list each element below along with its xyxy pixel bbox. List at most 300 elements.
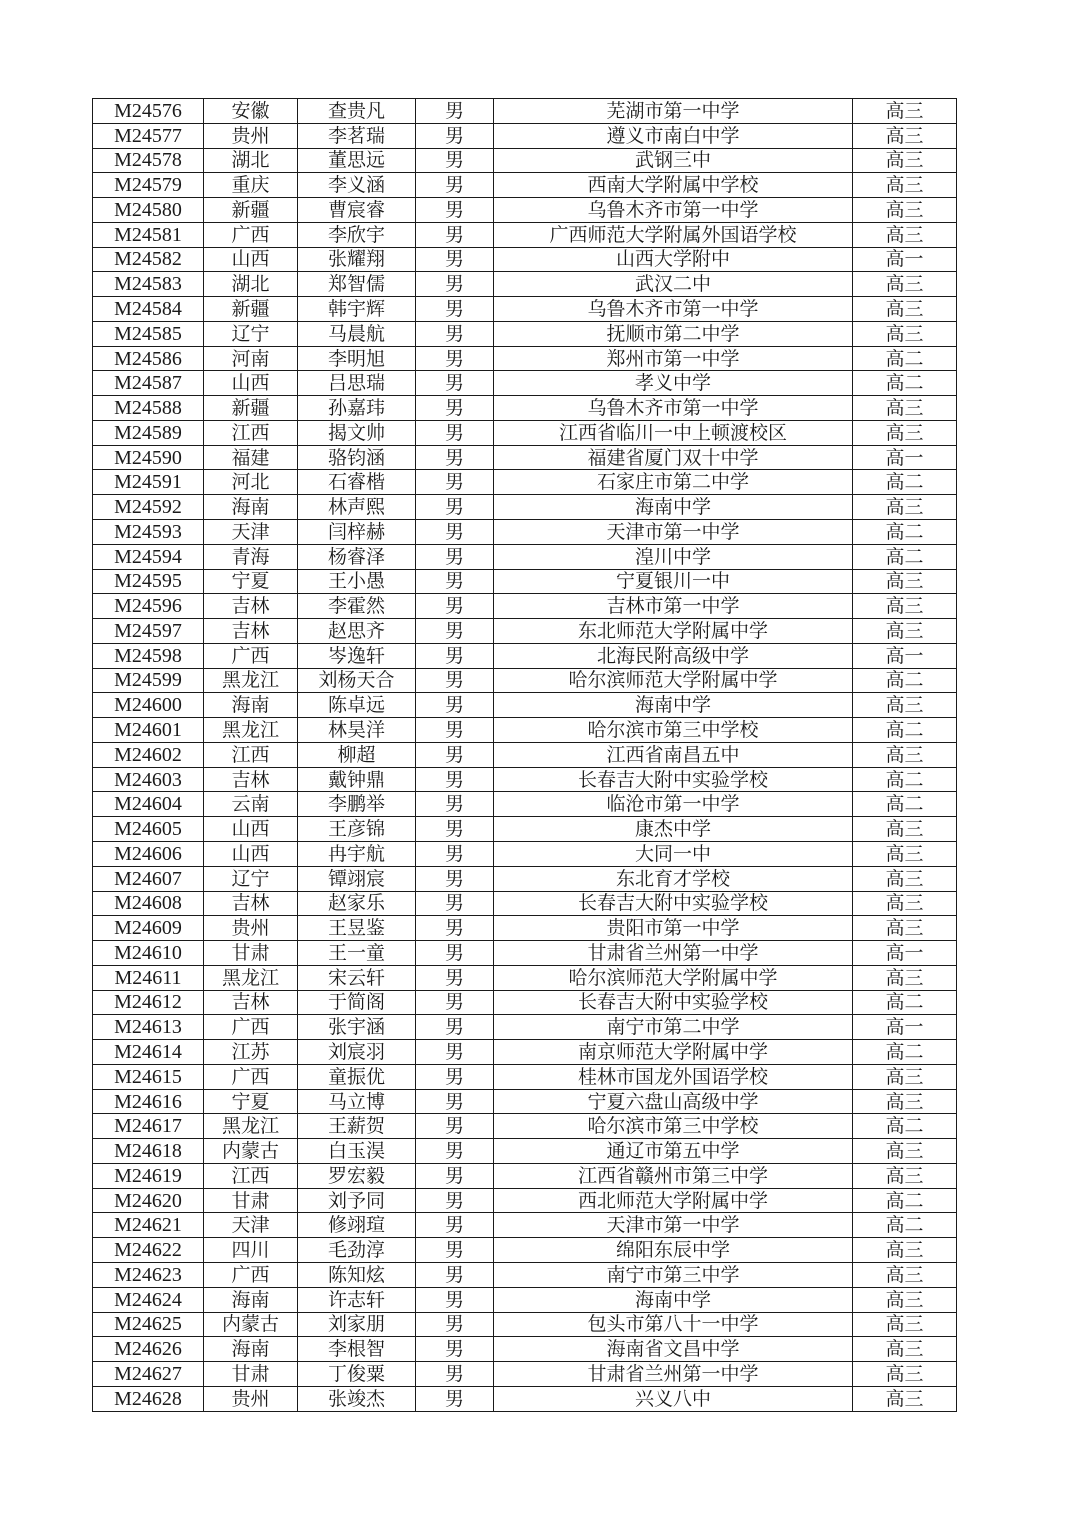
table-row — [93, 1312, 957, 1337]
grade-cell: 高二 — [853, 1114, 957, 1139]
student-id-cell: M24606 — [93, 841, 204, 866]
school-cell: 西北师范大学附属中学 — [494, 1188, 853, 1213]
school-cell: 乌鲁木齐市第一中学 — [494, 297, 853, 322]
school-cell: 武钢三中 — [494, 148, 853, 173]
school-cell: 宁夏银川一中 — [494, 569, 853, 594]
province-cell: 广西 — [204, 1064, 298, 1089]
province-cell: 黑龙江 — [204, 965, 298, 990]
province-cell: 山西 — [204, 817, 298, 842]
table-row — [93, 1139, 957, 1164]
grade-cell: 高二 — [853, 990, 957, 1015]
grade-cell: 高三 — [853, 866, 957, 891]
school-cell: 郑州市第一中学 — [494, 346, 853, 371]
gender-cell: 男 — [416, 668, 494, 693]
school-cell: 广西师范大学附属外国语学校 — [494, 222, 853, 247]
name-cell: 闫梓赫 — [298, 520, 416, 545]
grade-cell: 高三 — [853, 965, 957, 990]
grade-cell: 高二 — [853, 1213, 957, 1238]
student-id-cell: M24611 — [93, 965, 204, 990]
grade-cell: 高三 — [853, 148, 957, 173]
name-cell: 李根智 — [298, 1337, 416, 1362]
grade-cell: 高三 — [853, 1386, 957, 1411]
table-row — [93, 1287, 957, 1312]
table-row — [93, 990, 957, 1015]
table-row — [93, 1188, 957, 1213]
school-cell: 东北师范大学附属中学 — [494, 619, 853, 644]
table-row — [93, 643, 957, 668]
name-cell: 童振优 — [298, 1064, 416, 1089]
student-id-cell: M24604 — [93, 792, 204, 817]
gender-cell: 男 — [416, 767, 494, 792]
name-cell: 陈卓远 — [298, 693, 416, 718]
student-id-cell: M24580 — [93, 198, 204, 223]
school-cell: 哈尔滨师范大学附属中学 — [494, 965, 853, 990]
grade-cell: 高三 — [853, 222, 957, 247]
school-cell: 哈尔滨师范大学附属中学 — [494, 668, 853, 693]
table-row — [93, 173, 957, 198]
student-id-cell: M24612 — [93, 990, 204, 1015]
student-id-cell: M24602 — [93, 742, 204, 767]
school-cell: 南宁市第三中学 — [494, 1262, 853, 1287]
school-cell: 江西省赣州市第三中学 — [494, 1163, 853, 1188]
grade-cell: 高二 — [853, 792, 957, 817]
province-cell: 黑龙江 — [204, 668, 298, 693]
school-cell: 武汉二中 — [494, 272, 853, 297]
name-cell: 董思远 — [298, 148, 416, 173]
gender-cell: 男 — [416, 941, 494, 966]
grade-cell: 高一 — [853, 643, 957, 668]
province-cell: 贵州 — [204, 123, 298, 148]
student-id-cell: M24579 — [93, 173, 204, 198]
student-id-cell: M24603 — [93, 767, 204, 792]
student-id-cell: M24609 — [93, 916, 204, 941]
table-row — [93, 321, 957, 346]
province-cell: 重庆 — [204, 173, 298, 198]
grade-cell: 高三 — [853, 1287, 957, 1312]
name-cell: 曹宸睿 — [298, 198, 416, 223]
province-cell: 广西 — [204, 1015, 298, 1040]
province-cell: 山西 — [204, 371, 298, 396]
gender-cell: 男 — [416, 841, 494, 866]
grade-cell: 高三 — [853, 198, 957, 223]
gender-cell: 男 — [416, 445, 494, 470]
school-cell: 通辽市第五中学 — [494, 1139, 853, 1164]
grade-cell: 高三 — [853, 123, 957, 148]
school-cell: 抚顺市第二中学 — [494, 321, 853, 346]
school-cell: 孝义中学 — [494, 371, 853, 396]
grade-cell: 高三 — [853, 1163, 957, 1188]
province-cell: 吉林 — [204, 990, 298, 1015]
grade-cell: 高一 — [853, 1015, 957, 1040]
name-cell: 李欣宇 — [298, 222, 416, 247]
table-row — [93, 396, 957, 421]
table-row — [93, 965, 957, 990]
school-cell: 长春吉大附中实验学校 — [494, 990, 853, 1015]
table-row — [93, 297, 957, 322]
province-cell: 江苏 — [204, 1040, 298, 1065]
name-cell: 赵思齐 — [298, 619, 416, 644]
school-cell: 天津市第一中学 — [494, 520, 853, 545]
school-cell: 南宁市第二中学 — [494, 1015, 853, 1040]
grade-cell: 高二 — [853, 718, 957, 743]
table-row — [93, 668, 957, 693]
gender-cell: 男 — [416, 247, 494, 272]
name-cell: 王小愚 — [298, 569, 416, 594]
school-cell: 海南中学 — [494, 1287, 853, 1312]
province-cell: 江西 — [204, 420, 298, 445]
student-id-cell: M24601 — [93, 718, 204, 743]
grade-cell: 高三 — [853, 742, 957, 767]
student-id-cell: M24599 — [93, 668, 204, 693]
name-cell: 赵家乐 — [298, 891, 416, 916]
name-cell: 戴钟鼎 — [298, 767, 416, 792]
name-cell: 刘予同 — [298, 1188, 416, 1213]
name-cell: 张耀翔 — [298, 247, 416, 272]
province-cell: 辽宁 — [204, 866, 298, 891]
name-cell: 骆钧涵 — [298, 445, 416, 470]
gender-cell: 男 — [416, 569, 494, 594]
province-cell: 甘肃 — [204, 1188, 298, 1213]
gender-cell: 男 — [416, 99, 494, 124]
gender-cell: 男 — [416, 272, 494, 297]
school-cell: 临沧市第一中学 — [494, 792, 853, 817]
province-cell: 新疆 — [204, 198, 298, 223]
student-id-cell: M24590 — [93, 445, 204, 470]
school-cell: 江西省南昌五中 — [494, 742, 853, 767]
gender-cell: 男 — [416, 495, 494, 520]
gender-cell: 男 — [416, 1337, 494, 1362]
student-id-cell: M24621 — [93, 1213, 204, 1238]
grade-cell: 高二 — [853, 544, 957, 569]
school-cell: 西南大学附属中学校 — [494, 173, 853, 198]
gender-cell: 男 — [416, 1114, 494, 1139]
school-cell: 乌鲁木齐市第一中学 — [494, 396, 853, 421]
school-cell: 乌鲁木齐市第一中学 — [494, 198, 853, 223]
gender-cell: 男 — [416, 1287, 494, 1312]
province-cell: 宁夏 — [204, 1089, 298, 1114]
school-cell: 天津市第一中学 — [494, 1213, 853, 1238]
grade-cell: 高二 — [853, 470, 957, 495]
school-cell: 哈尔滨市第三中学校 — [494, 1114, 853, 1139]
province-cell: 甘肃 — [204, 941, 298, 966]
grade-cell: 高三 — [853, 321, 957, 346]
grade-cell: 高一 — [853, 941, 957, 966]
province-cell: 福建 — [204, 445, 298, 470]
gender-cell: 男 — [416, 866, 494, 891]
province-cell: 安徽 — [204, 99, 298, 124]
student-id-cell: M24613 — [93, 1015, 204, 1040]
name-cell: 镡翊宸 — [298, 866, 416, 891]
name-cell: 许志轩 — [298, 1287, 416, 1312]
table-row — [93, 767, 957, 792]
province-cell: 天津 — [204, 1213, 298, 1238]
name-cell: 张竣杰 — [298, 1386, 416, 1411]
grade-cell: 高二 — [853, 371, 957, 396]
student-id-cell: M24581 — [93, 222, 204, 247]
student-id-cell: M24618 — [93, 1139, 204, 1164]
table-row — [93, 1163, 957, 1188]
name-cell: 毛劲淳 — [298, 1238, 416, 1263]
student-id-cell: M24587 — [93, 371, 204, 396]
province-cell: 吉林 — [204, 891, 298, 916]
province-cell: 四川 — [204, 1238, 298, 1263]
gender-cell: 男 — [416, 1213, 494, 1238]
school-cell: 海南中学 — [494, 495, 853, 520]
gender-cell: 男 — [416, 371, 494, 396]
table-row — [93, 272, 957, 297]
student-id-cell: M24597 — [93, 619, 204, 644]
school-cell: 芜湖市第一中学 — [494, 99, 853, 124]
name-cell: 白玉淏 — [298, 1139, 416, 1164]
name-cell: 冉宇航 — [298, 841, 416, 866]
name-cell: 查贵凡 — [298, 99, 416, 124]
school-cell: 贵阳市第一中学 — [494, 916, 853, 941]
school-cell: 海南中学 — [494, 693, 853, 718]
name-cell: 王彦锦 — [298, 817, 416, 842]
table-row — [93, 817, 957, 842]
grade-cell: 高三 — [853, 1362, 957, 1387]
province-cell: 宁夏 — [204, 569, 298, 594]
student-id-cell: M24610 — [93, 941, 204, 966]
province-cell: 广西 — [204, 1262, 298, 1287]
name-cell: 王薪贺 — [298, 1114, 416, 1139]
roster-table-body — [93, 99, 957, 1412]
gender-cell: 男 — [416, 990, 494, 1015]
province-cell: 河北 — [204, 470, 298, 495]
gender-cell: 男 — [416, 1262, 494, 1287]
school-cell: 甘肃省兰州第一中学 — [494, 941, 853, 966]
grade-cell: 高三 — [853, 1139, 957, 1164]
province-cell: 湖北 — [204, 272, 298, 297]
name-cell: 罗宏毅 — [298, 1163, 416, 1188]
table-row — [93, 470, 957, 495]
table-row — [93, 247, 957, 272]
province-cell: 内蒙古 — [204, 1312, 298, 1337]
table-row — [93, 346, 957, 371]
student-id-cell: M24614 — [93, 1040, 204, 1065]
student-id-cell: M24619 — [93, 1163, 204, 1188]
table-row — [93, 1114, 957, 1139]
name-cell: 李义涵 — [298, 173, 416, 198]
student-id-cell: M24577 — [93, 123, 204, 148]
province-cell: 湖北 — [204, 148, 298, 173]
grade-cell: 高三 — [853, 916, 957, 941]
name-cell: 李茗瑞 — [298, 123, 416, 148]
student-id-cell: M24628 — [93, 1386, 204, 1411]
gender-cell: 男 — [416, 643, 494, 668]
gender-cell: 男 — [416, 742, 494, 767]
gender-cell: 男 — [416, 693, 494, 718]
grade-cell: 高三 — [853, 841, 957, 866]
province-cell: 甘肃 — [204, 1362, 298, 1387]
table-row — [93, 1040, 957, 1065]
gender-cell: 男 — [416, 470, 494, 495]
student-id-cell: M24625 — [93, 1312, 204, 1337]
table-row — [93, 742, 957, 767]
gender-cell: 男 — [416, 1015, 494, 1040]
province-cell: 辽宁 — [204, 321, 298, 346]
grade-cell: 高一 — [853, 247, 957, 272]
name-cell: 李霍然 — [298, 594, 416, 619]
province-cell: 广西 — [204, 643, 298, 668]
student-id-cell: M24591 — [93, 470, 204, 495]
grade-cell: 高二 — [853, 1188, 957, 1213]
grade-cell: 高三 — [853, 297, 957, 322]
table-row — [93, 718, 957, 743]
gender-cell: 男 — [416, 1238, 494, 1263]
grade-cell: 高二 — [853, 767, 957, 792]
name-cell: 吕思瑞 — [298, 371, 416, 396]
school-cell: 包头市第八十一中学 — [494, 1312, 853, 1337]
table-row — [93, 1213, 957, 1238]
province-cell: 江西 — [204, 742, 298, 767]
table-row — [93, 1089, 957, 1114]
school-cell: 北海民附高级中学 — [494, 643, 853, 668]
grade-cell: 高三 — [853, 1337, 957, 1362]
name-cell: 刘宸羽 — [298, 1040, 416, 1065]
student-id-cell: M24594 — [93, 544, 204, 569]
gender-cell: 男 — [416, 619, 494, 644]
province-cell: 黑龙江 — [204, 718, 298, 743]
table-row — [93, 866, 957, 891]
table-row — [93, 693, 957, 718]
province-cell: 河南 — [204, 346, 298, 371]
table-row — [93, 148, 957, 173]
school-cell: 东北育才学校 — [494, 866, 853, 891]
gender-cell: 男 — [416, 1312, 494, 1337]
student-id-cell: M24605 — [93, 817, 204, 842]
province-cell: 海南 — [204, 495, 298, 520]
province-cell: 海南 — [204, 1287, 298, 1312]
table-row — [93, 1064, 957, 1089]
school-cell: 海南省文昌中学 — [494, 1337, 853, 1362]
name-cell: 陈知炫 — [298, 1262, 416, 1287]
name-cell: 柳超 — [298, 742, 416, 767]
grade-cell: 高三 — [853, 1089, 957, 1114]
student-id-cell: M24622 — [93, 1238, 204, 1263]
table-row — [93, 99, 957, 124]
name-cell: 王昱鉴 — [298, 916, 416, 941]
student-id-cell: M24576 — [93, 99, 204, 124]
school-cell: 遵义市南白中学 — [494, 123, 853, 148]
province-cell: 海南 — [204, 1337, 298, 1362]
table-row — [93, 891, 957, 916]
table-row — [93, 594, 957, 619]
student-id-cell: M24617 — [93, 1114, 204, 1139]
name-cell: 杨睿泽 — [298, 544, 416, 569]
gender-cell: 男 — [416, 1188, 494, 1213]
gender-cell: 男 — [416, 916, 494, 941]
student-id-cell: M24583 — [93, 272, 204, 297]
province-cell: 贵州 — [204, 1386, 298, 1411]
grade-cell: 高三 — [853, 619, 957, 644]
school-cell: 吉林市第一中学 — [494, 594, 853, 619]
grade-cell: 高三 — [853, 693, 957, 718]
province-cell: 天津 — [204, 520, 298, 545]
grade-cell: 高三 — [853, 1238, 957, 1263]
province-cell: 内蒙古 — [204, 1139, 298, 1164]
table-row — [93, 1238, 957, 1263]
name-cell: 修翊瑄 — [298, 1213, 416, 1238]
grade-cell: 高三 — [853, 1312, 957, 1337]
province-cell: 新疆 — [204, 396, 298, 421]
school-cell: 桂林市国龙外国语学校 — [494, 1064, 853, 1089]
grade-cell: 高三 — [853, 495, 957, 520]
grade-cell: 高三 — [853, 594, 957, 619]
school-cell: 宁夏六盘山高级中学 — [494, 1089, 853, 1114]
province-cell: 山西 — [204, 841, 298, 866]
table-row — [93, 1262, 957, 1287]
gender-cell: 男 — [416, 346, 494, 371]
student-id-cell: M24600 — [93, 693, 204, 718]
school-cell: 大同一中 — [494, 841, 853, 866]
table-row — [93, 371, 957, 396]
gender-cell: 男 — [416, 1089, 494, 1114]
table-row — [93, 619, 957, 644]
gender-cell: 男 — [416, 396, 494, 421]
gender-cell: 男 — [416, 1362, 494, 1387]
student-id-cell: M24615 — [93, 1064, 204, 1089]
gender-cell: 男 — [416, 1163, 494, 1188]
student-id-cell: M24592 — [93, 495, 204, 520]
name-cell: 张宇涵 — [298, 1015, 416, 1040]
school-cell: 甘肃省兰州第一中学 — [494, 1362, 853, 1387]
name-cell: 丁俊粟 — [298, 1362, 416, 1387]
name-cell: 林昊洋 — [298, 718, 416, 743]
student-id-cell: M24607 — [93, 866, 204, 891]
gender-cell: 男 — [416, 1386, 494, 1411]
province-cell: 黑龙江 — [204, 1114, 298, 1139]
name-cell: 刘家朋 — [298, 1312, 416, 1337]
gender-cell: 男 — [416, 891, 494, 916]
province-cell: 广西 — [204, 222, 298, 247]
grade-cell: 高三 — [853, 272, 957, 297]
table-row — [93, 544, 957, 569]
name-cell: 韩宇辉 — [298, 297, 416, 322]
school-cell: 长春吉大附中实验学校 — [494, 767, 853, 792]
gender-cell: 男 — [416, 792, 494, 817]
name-cell: 李鹏举 — [298, 792, 416, 817]
school-cell: 山西大学附中 — [494, 247, 853, 272]
table-row — [93, 198, 957, 223]
table-row — [93, 520, 957, 545]
province-cell: 江西 — [204, 1163, 298, 1188]
student-id-cell: M24608 — [93, 891, 204, 916]
student-id-cell: M24593 — [93, 520, 204, 545]
gender-cell: 男 — [416, 123, 494, 148]
gender-cell: 男 — [416, 1139, 494, 1164]
student-id-cell: M24588 — [93, 396, 204, 421]
grade-cell: 高二 — [853, 668, 957, 693]
province-cell: 青海 — [204, 544, 298, 569]
table-row — [93, 941, 957, 966]
school-cell: 湟川中学 — [494, 544, 853, 569]
student-id-cell: M24584 — [93, 297, 204, 322]
name-cell: 石睿楷 — [298, 470, 416, 495]
student-id-cell: M24578 — [93, 148, 204, 173]
name-cell: 郑智儒 — [298, 272, 416, 297]
province-cell: 贵州 — [204, 916, 298, 941]
grade-cell: 高三 — [853, 891, 957, 916]
gender-cell: 男 — [416, 544, 494, 569]
gender-cell: 男 — [416, 198, 494, 223]
student-id-cell: M24623 — [93, 1262, 204, 1287]
name-cell: 岑逸轩 — [298, 643, 416, 668]
grade-cell: 高三 — [853, 396, 957, 421]
grade-cell: 高三 — [853, 1262, 957, 1287]
grade-cell: 高三 — [853, 1064, 957, 1089]
table-row — [93, 445, 957, 470]
